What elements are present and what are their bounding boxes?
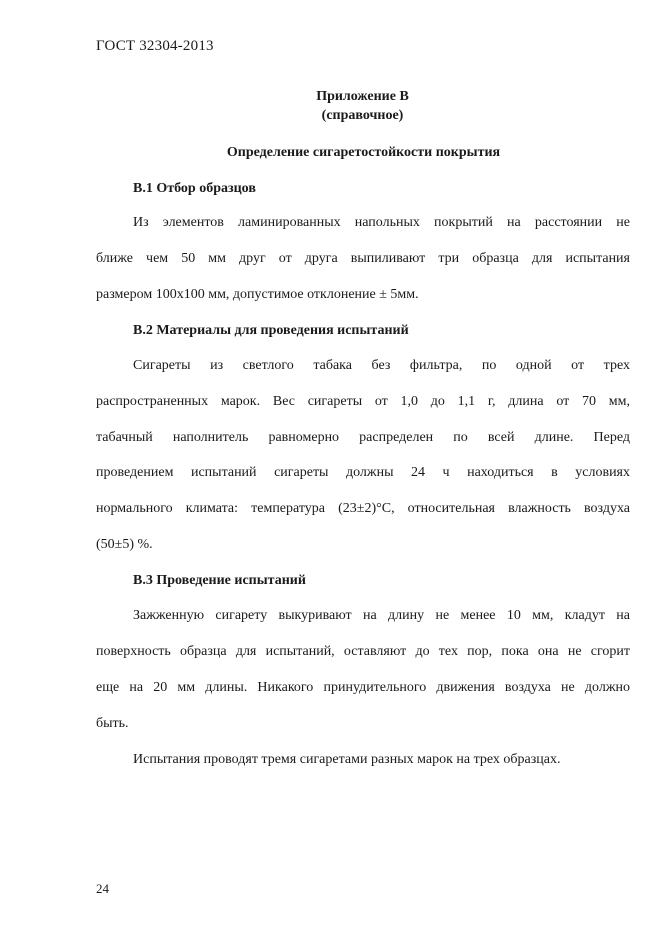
section-heading-b2: В.2 Материалы для проведения испытаний: [133, 323, 409, 338]
paragraph-line: поверхность образца для испытаний, оставляют до тех пор, пока она не сгорит: [96, 644, 630, 659]
paragraph-line: проведением испытаний сигареты должны 24 ч находиться в условиях: [96, 465, 630, 480]
paragraph-line: Сигареты из светлого табака без фильтра, по одной от трех: [133, 358, 630, 373]
page-number: 24: [96, 881, 109, 896]
paragraph-line: нормального климата: температура (23±2)°С, относительная влажность воздуха: [96, 501, 630, 516]
appendix-heading: Определение сигаретостойкости покрытия: [226, 145, 501, 160]
section-heading-b1: В.1 Отбор образцов: [133, 181, 256, 196]
paragraph-line: Испытания проводят тремя сигаретами разных марок на трех образцах.: [133, 752, 561, 767]
paragraph-line: (50±5) %.: [96, 537, 153, 552]
paragraph-line: ближе чем 50 мм друг от друга выпиливают три образца для испытания: [96, 251, 630, 266]
paragraph-line: размером 100х100 мм, допустимое отклонение ± 5мм.: [96, 287, 419, 302]
section-heading-b3: В.3 Проведение испытаний: [133, 573, 306, 588]
paragraph-line: быть.: [96, 716, 129, 731]
paragraph-line: Зажженную сигарету выкуривают на длину не менее 10 мм, кладут на: [133, 608, 630, 623]
paragraph-line: распространенных марок. Вес сигареты от 1,0 до 1,1 г, длина от 70 мм,: [96, 394, 630, 409]
paragraph-line: еще на 20 мм длины. Никакого принудительного движения воздуха не должно: [96, 680, 630, 695]
paragraph-line: табачный наполнитель равномерно распределен по всей длине. Перед: [96, 430, 630, 445]
standard-code: ГОСТ 32304-2013: [96, 38, 214, 54]
appendix-title: Приложение В: [316, 89, 409, 104]
paragraph-line: Из элементов ламинированных напольных покрытий на расстоянии не: [133, 215, 630, 230]
appendix-subtitle: (справочное): [321, 108, 404, 123]
